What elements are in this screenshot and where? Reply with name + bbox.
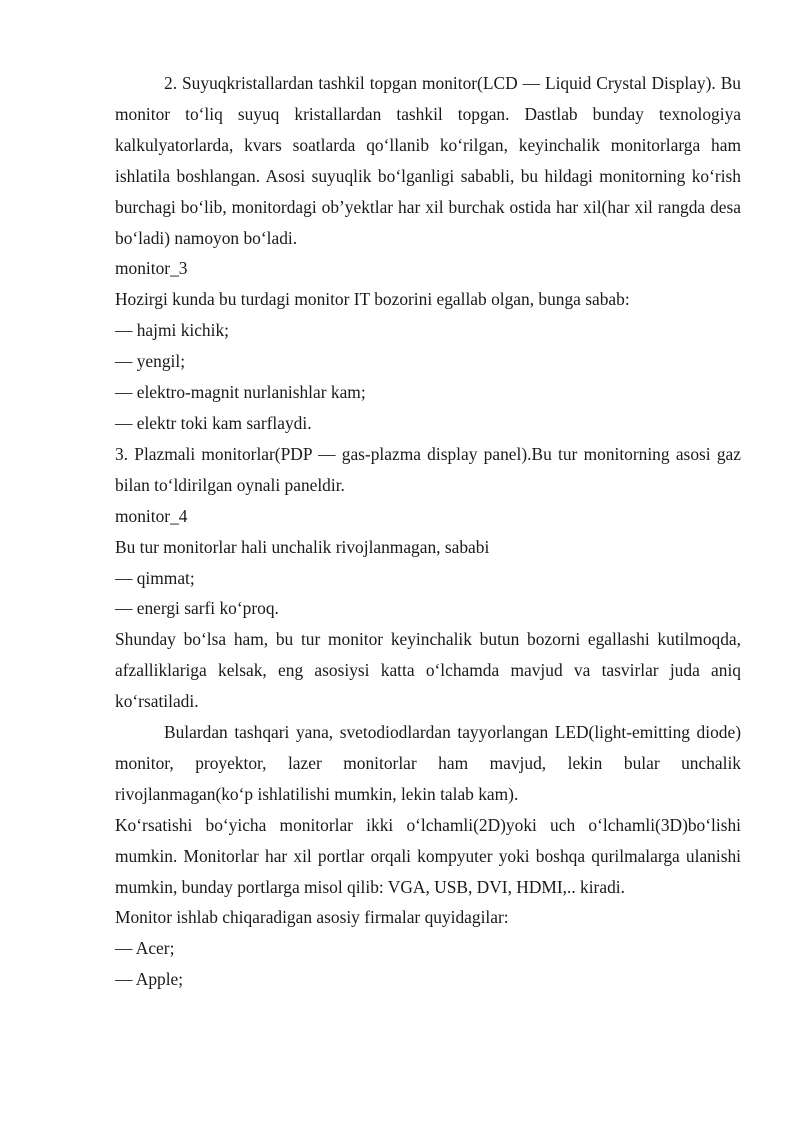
list-item-manufacturer-2: — Apple; — [115, 969, 184, 990]
list-item-lcd-reason-4: — elektr toki kam sarflaydi. — [115, 412, 312, 433]
list-item-lcd-reason-3: — elektro-magnit nurlanishlar kam; — [115, 382, 366, 403]
caption-monitor-4: monitor_4 — [115, 505, 188, 526]
caption-monitor-3: monitor_3 — [115, 258, 188, 279]
paragraph-pdp-future: Shunday bo‘lsa ham, bu tur monitor keyinchalik butun bozorni egallashi kutilmoqda, afzalliklariga kelsak, eng asosiysi katta o‘lchamda mavjud va tasvirlar juda aniq ko‘rsatiladi. — [115, 629, 741, 712]
list-item-pdp-reason-2: — energi sarfi ko‘proq. — [115, 598, 279, 619]
paragraph-display-ports: Ko‘rsatishi bo‘yicha monitorlar ikki o‘lchamli(2D)yoki uch o‘lchamli(3D)bo‘lishi mumkin. Monitorlar har xil portlar orqali kompyuter yoki boshqa qurilmalarga ulanishi mumkin, bunday portlarga misol qilib: VGA, USB, DVI, HDMI,.. kiradi. — [115, 814, 741, 897]
paragraph-pdp-reasons-intro: Bu tur monitorlar hali unchalik rivojlanmagan, sababi — [115, 536, 490, 557]
paragraph-led-other: Bulardan tashqari yana, svetodiodlardan tayyorlangan LED(light-emitting diode) monitor, proyektor, lazer monitorlar ham mavjud, lekin bular unchalik rivojlanmagan(ko‘p ishlatilishi mumkin, lekin talab kam). — [115, 722, 741, 804]
paragraph-lcd-intro: 2. Suyuqkristallardan tashkil topgan monitor(LCD — Liquid Crystal Display). Bu monitor to‘liq suyuq kristallardan tashkil topgan. Dastlab bunday texnologiya kalkulyatorlarda, kvars soatlarda qo‘llanib ko‘rilgan, keyinchalik monitorlarga ham ishlatila boshlangan. Asosi suyuqlik bo‘lganligi sababli, bu hildagi monitorning ko‘rish burchagi bo‘lib, monitordagi ob’yektlar har xil burchak ostida har xil(har xil rangda desa bo‘ladi) namoyon bo‘ladi. — [115, 73, 741, 248]
paragraph-lcd-reasons-intro: Hozirgi kunda bu turdagi monitor IT bozorini egallab olgan, bunga sabab: — [115, 289, 630, 310]
document-page — [115, 68, 741, 995]
list-item-lcd-reason-1: — hajmi kichik; — [115, 320, 229, 341]
list-item-manufacturer-1: — Acer; — [115, 938, 175, 959]
paragraph-pdp-intro: 3. Plazmali monitorlar(PDP — gas-plazma display panel).Bu tur monitorning asosi gaz bilan to‘ldirilgan oynali paneldir. — [115, 443, 741, 495]
list-item-lcd-reason-2: — yengil; — [115, 351, 186, 372]
list-item-pdp-reason-1: — qimmat; — [115, 567, 195, 588]
paragraph-manufacturers-intro: Monitor ishlab chiqaradigan asosiy firmalar quyidagilar: — [115, 907, 509, 928]
